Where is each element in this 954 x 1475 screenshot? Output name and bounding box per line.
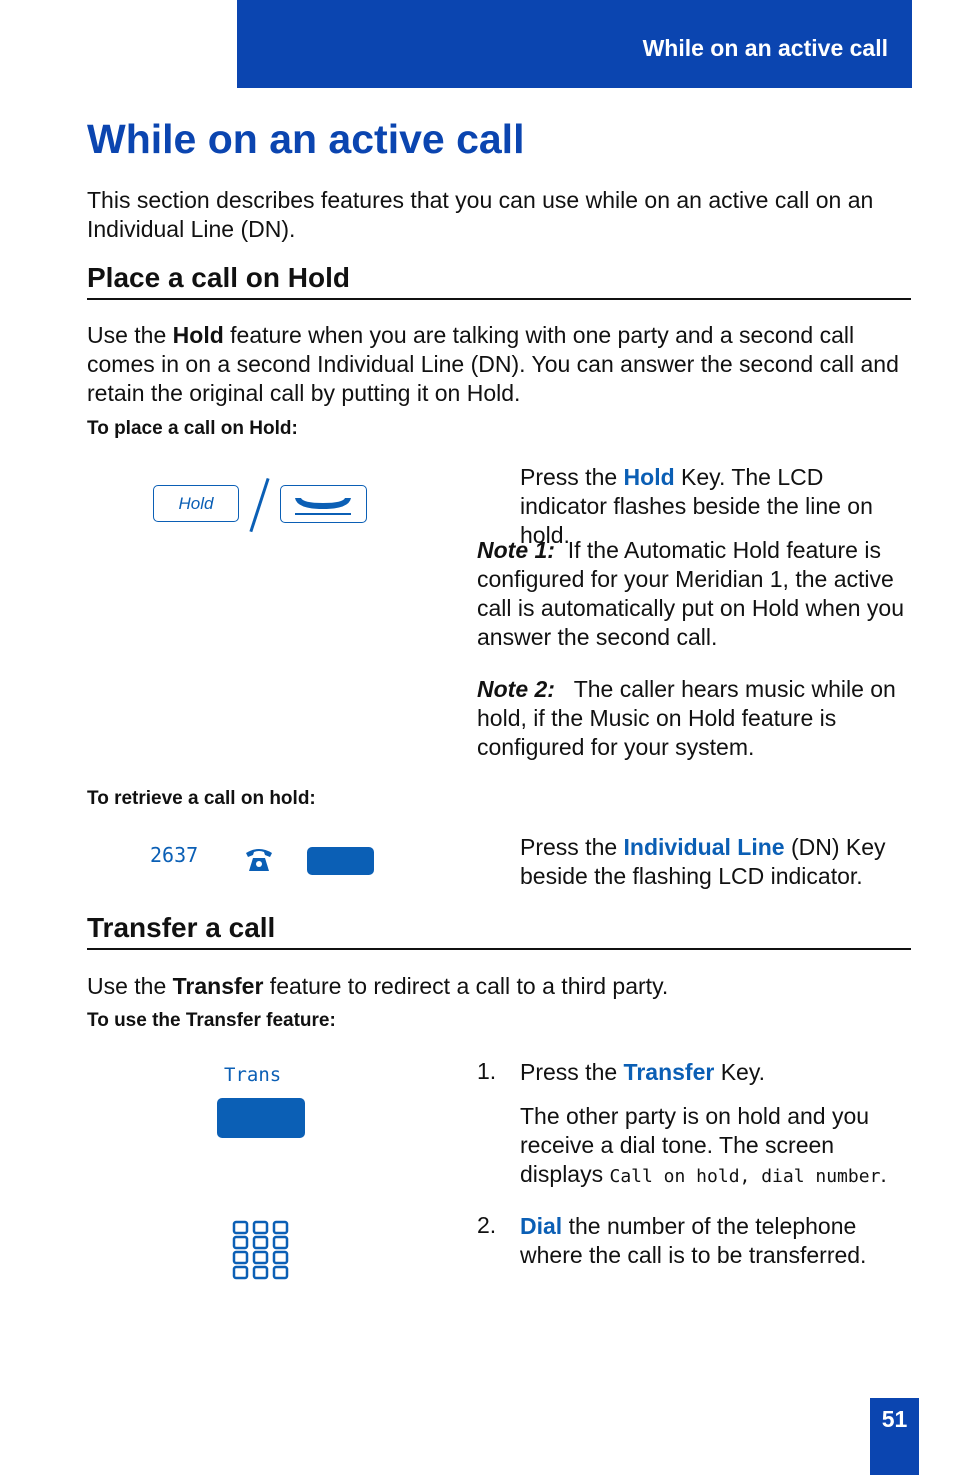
hold-note-2: Note 2: The caller hears music while on hold, if the Music on Hold feature is configured for your system. [477, 676, 896, 760]
step-2-number: 2. [477, 1212, 497, 1238]
hold-description: Use the Hold feature when you are talking with one party and a second call comes in on a second Individual Line (DN). You can answer the second call and retain the original call by putting it on Hold. [87, 322, 899, 406]
handset-key[interactable] [280, 485, 367, 523]
retrieve-instruction: Press the Individual Line (DN) Key beside the flashing LCD indicator. [520, 834, 886, 889]
intro-text: This section describes features that you can use while on an active call on an Individual Line (DN). [87, 187, 874, 242]
hold-instruction: Press the Hold Key. The LCD indicator flashes beside the line on hold. [520, 464, 873, 548]
page-number: 51 [870, 1398, 919, 1475]
keypad-icon[interactable] [232, 1220, 290, 1280]
hold-heading: Place a call on Hold [87, 262, 911, 300]
trans-lcd-label: Trans [224, 1064, 282, 1086]
header-band [237, 0, 912, 88]
transfer-key[interactable] [217, 1098, 305, 1138]
individual-line-key[interactable] [307, 847, 374, 875]
transfer-heading: Transfer a call [87, 912, 911, 950]
phone-icon [243, 844, 275, 874]
transfer-subheading: To use the Transfer feature: [87, 1010, 336, 1031]
lcd-display-text: Call on hold, dial number [609, 1166, 881, 1187]
slash-divider [249, 478, 269, 532]
hold-subheading: To place a call on Hold: [87, 418, 298, 439]
retrieve-subheading: To retrieve a call on hold: [87, 788, 316, 809]
step-1-detail: The other party is on hold and you receive a dial tone. The screen displays Call on hold, dial number. [520, 1103, 887, 1187]
transfer-description: Use the Transfer feature to redirect a call to a third party. [87, 973, 669, 999]
step-1-instruction: Press the Transfer Key. [520, 1059, 766, 1085]
step-2-instruction: Dial the number of the telephone where the call is to be transferred. [520, 1213, 867, 1268]
handset-icon [281, 486, 365, 521]
hold-key[interactable]: Hold [153, 485, 239, 522]
lcd-line-number: 2637 [150, 843, 199, 867]
running-title: While on an active call [642, 35, 888, 61]
step-1-number: 1. [477, 1058, 497, 1084]
page-title: While on an active call [87, 116, 525, 162]
hold-note-1: Note 1: If the Automatic Hold feature is configured for your Meridian 1, the active call is automatically put on Hold when you answer the second call. [477, 537, 905, 650]
